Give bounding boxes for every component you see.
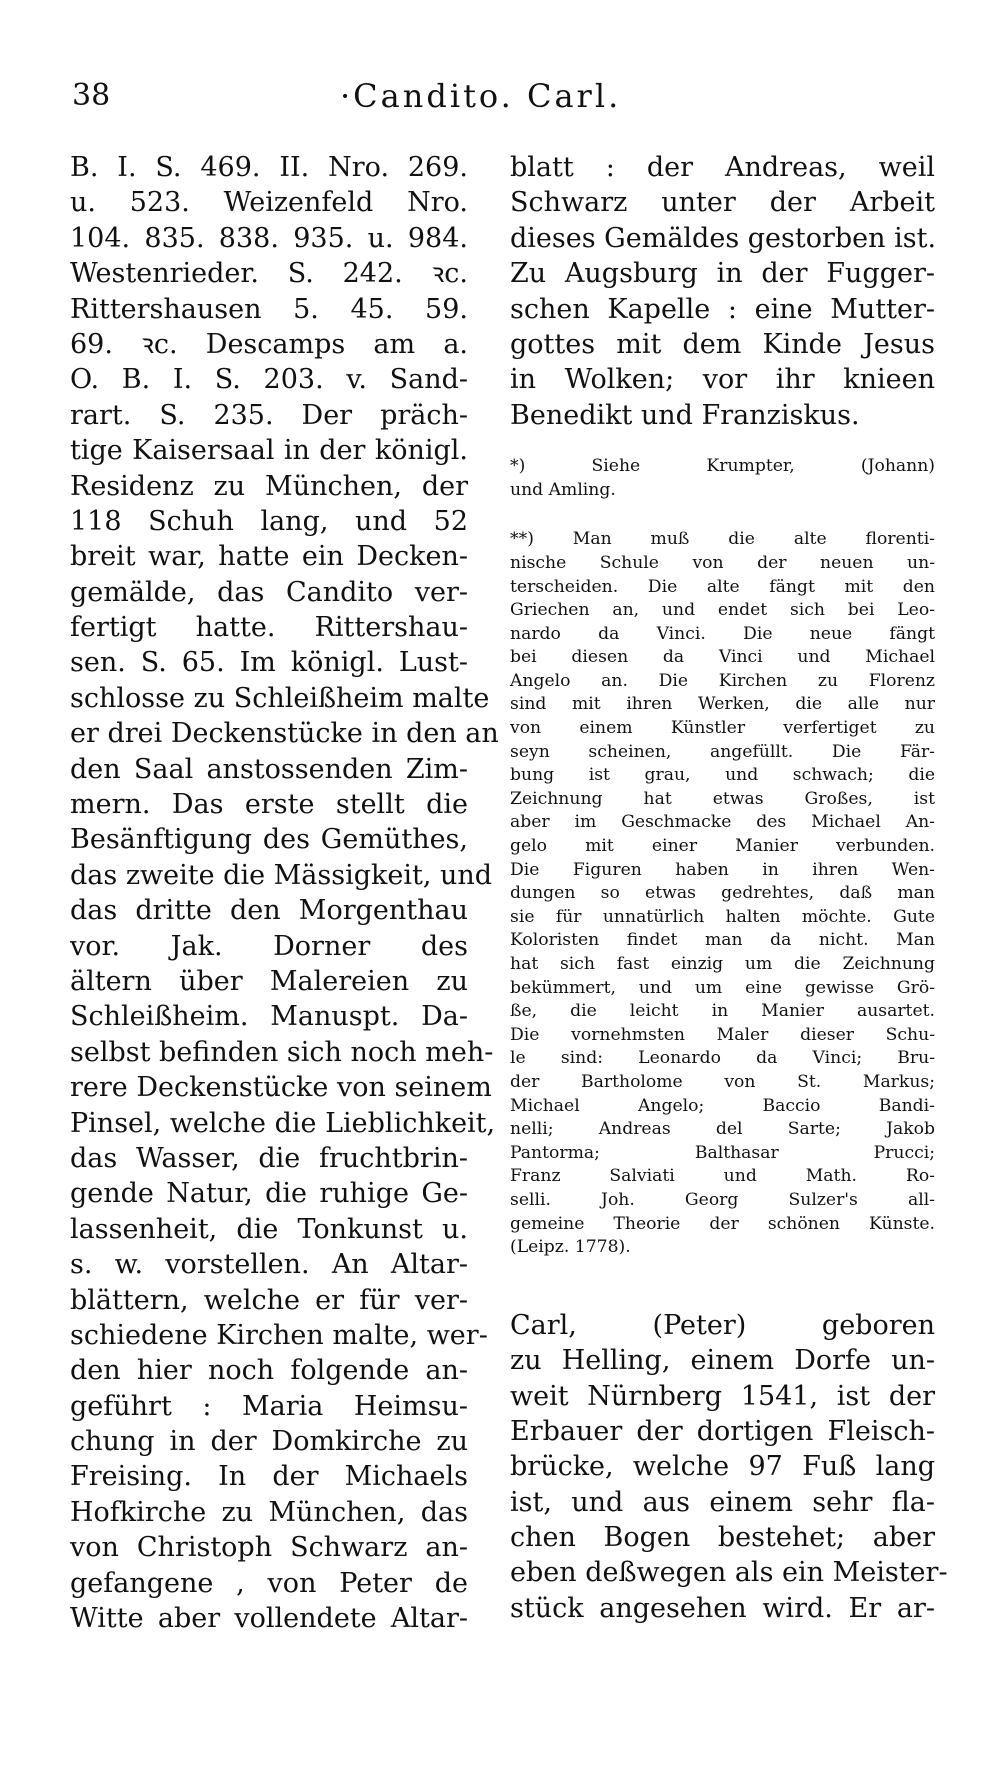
text-line: den hier noch folgende an- <box>70 1355 468 1387</box>
footnote-line: sind mit ihren Werken, die alle nur <box>510 694 935 715</box>
text-line: Schwarz unter der Arbeit <box>510 187 935 219</box>
footnote-line: nische Schule von der neuen un- <box>510 552 935 573</box>
text-line: chung in der Domkirche zu <box>70 1426 468 1458</box>
footnote-line: seyn scheinen, angefüllt. Die Fär- <box>510 741 935 762</box>
text-line: 118 Schuh lang, und 52 <box>70 505 468 537</box>
footnote-line: *) Siehe Krumpter, (Johann) <box>510 456 935 477</box>
footnote-line: **) Man muß die alte florenti- <box>510 529 935 550</box>
text-line: rere Deckenstücke von seinem <box>70 1072 492 1104</box>
footnote-line: der Bartholome von St. Markus; <box>510 1071 935 1092</box>
footnote-line: ße, die leicht in Manier ausartet. <box>510 1001 935 1022</box>
text-line: den Saal anstossenden Zim- <box>70 753 468 785</box>
footnote-florentine-school <box>510 528 935 1259</box>
footnote-line: nardo da Vinci. Die neue fängt <box>510 623 935 644</box>
text-line: blättern, welche er für ver- <box>70 1284 468 1316</box>
text-line: fertigt hatte. Rittershau- <box>70 612 468 644</box>
text-line: lassenheit, die Tonkunst u. <box>70 1213 468 1245</box>
footnote-line: gemeine Theorie der schönen Künste. <box>510 1213 935 1234</box>
text-line: Westenrieder. S. 242. ꝛc. <box>70 258 468 290</box>
text-line: sen. S. 65. Im königl. Lust- <box>70 647 468 679</box>
running-head: ·Candito. Carl. <box>340 77 622 115</box>
text-line: gefangene , von Peter de <box>70 1567 468 1599</box>
footnote-krumpter <box>510 455 935 502</box>
text-line: schlosse zu Schleißheim malte <box>70 682 490 714</box>
text-line: rart. S. 235. Der präch- <box>70 399 468 431</box>
text-line: Carl, (Peter) geboren <box>510 1309 935 1341</box>
text-line: ältern über Malereien zu <box>70 965 468 997</box>
text-line: tige Kaisersaal in der königl. <box>70 435 468 467</box>
footnote-line: Zeichnung hat etwas Großes, ist <box>510 788 935 809</box>
text-line: gemälde, das Candito ver- <box>70 576 468 608</box>
text-line: schiedene Kirchen malte, wer- <box>70 1319 488 1351</box>
footnote-line: Koloristen findet man da nicht. Man <box>510 930 935 951</box>
text-line: brücke, welche 97 Fuß lang <box>510 1451 935 1483</box>
text-line: u. 523. Weizenfeld Nro. <box>70 187 468 219</box>
entry-carl-peter <box>510 1308 948 1627</box>
text-line: das dritte den Morgenthau <box>70 895 468 927</box>
footnote-line: bung ist grau, und schwach; die <box>510 765 935 786</box>
text-line: das zweite die Mässigkeit, und <box>70 859 493 891</box>
text-line: von Christoph Schwarz an- <box>70 1532 468 1564</box>
footnote-line: sie für unnatürlich halten möchte. Gute <box>510 906 935 927</box>
footnote-line: (Leipz. 1778). <box>510 1237 631 1258</box>
footnote-line: le sind: Leonardo da Vinci; Bru- <box>510 1048 935 1069</box>
text-line: geführt : Maria Heimsu- <box>70 1390 468 1422</box>
footnote-line: bekümmert, und um eine gewisse Grö- <box>510 977 935 998</box>
text-line: 104. 835. 838. 935. u. 984. <box>70 222 468 254</box>
footnote-line: terscheiden. Die alte fängt mit den <box>510 576 935 597</box>
footnote-line: gelo mit einer Manier verbunden. <box>510 836 935 857</box>
footnote-line: bei diesen da Vinci und Michael <box>510 647 935 668</box>
footnote-line: Die vornehmsten Maler dieser Schu- <box>510 1024 935 1045</box>
text-line: 69. ꝛc. Descamps am a. <box>70 328 468 360</box>
text-line: Witte aber vollendete Altar- <box>70 1603 468 1635</box>
text-line: Residenz zu München, der <box>70 470 468 502</box>
footnote-line: aber im Geschmacke des Michael An- <box>510 812 935 833</box>
footnote-line: und Amling. <box>510 479 616 500</box>
text-line: chen Bogen bestehet; aber <box>510 1522 935 1554</box>
text-line: Benedikt und Franziskus. <box>510 399 860 431</box>
text-line: vor. Jak. Dorner des <box>70 930 468 962</box>
footnote-line: hat sich fast einzig um die Zeichnung <box>510 954 935 974</box>
text-line: er drei Deckenstücke in den an <box>70 718 499 750</box>
text-line: gende Natur, die ruhige Ge- <box>70 1178 468 1210</box>
text-line: Freising. In der Michaels <box>70 1461 468 1493</box>
text-line: selbst befinden sich noch meh- <box>70 1036 494 1068</box>
text-line: Erbauer der dortigen Fleisch- <box>510 1415 935 1447</box>
left-column <box>70 150 499 1636</box>
footnote-line: Michael Angelo; Baccio Bandi- <box>510 1095 935 1116</box>
text-line: in Wolken; vor ihr knieen <box>510 364 935 396</box>
text-line: weit Nürnberg 1541, ist der <box>510 1380 935 1412</box>
text-line: Schleißheim. Manuspt. Da- <box>70 1001 468 1033</box>
text-line: Besänftigung des Gemüthes, <box>70 824 468 856</box>
text-line: Zu Augsburg in der Fugger- <box>510 258 935 290</box>
footnote-line: von einem Künstler verfertiget zu <box>510 718 935 739</box>
text-line: Hofkirche zu München, das <box>70 1496 468 1528</box>
text-line: s. w. vorstellen. An Altar- <box>70 1249 468 1281</box>
text-line: dieses Gemäldes gestorben ist. <box>510 222 937 254</box>
page-number: 38 <box>72 78 111 113</box>
text-line: Rittershausen 5. 45. 59. <box>70 293 468 325</box>
footnote-line: Franz Salviati und Math. Ro- <box>510 1166 935 1187</box>
text-line: zu Helling, einem Dorfe un- <box>510 1345 935 1377</box>
text-line: mern. Das erste stellt die <box>70 789 468 821</box>
text-line: breit war, hatte ein Decken- <box>70 541 468 573</box>
text-line: das Wasser, die fruchtbrin- <box>70 1142 468 1174</box>
footnote-line: nelli; Andreas del Sarte; Jakob <box>510 1119 935 1140</box>
text-line: B. I. S. 469. II. Nro. 269. <box>70 152 468 183</box>
footnote-line: selli. Joh. Georg Sulzer's all- <box>510 1189 935 1210</box>
footnote-line: Angelo an. Die Kirchen zu Florenz <box>510 670 935 691</box>
text-line: stück angesehen wird. Er ar- <box>510 1592 935 1624</box>
main-text-continuation <box>510 150 935 433</box>
text-line: schen Kapelle : eine Mutter- <box>510 293 935 325</box>
footnote-line: Griechen an, und endet sich bei Leo- <box>510 600 935 621</box>
footnote-line: Pantorma; Balthasar Prucci; <box>510 1142 935 1163</box>
text-line: eben deßwegen als ein Meister- <box>510 1557 948 1589</box>
text-line: blatt : der Andreas, weil <box>510 152 935 183</box>
text-line: O. B. I. S. 203. v. Sand- <box>70 364 468 396</box>
footnote-line: dungen so etwas gedrehtes, daß man <box>510 883 935 904</box>
right-column <box>510 150 948 1626</box>
text-line: gottes mit dem Kinde Jesus <box>510 328 935 360</box>
text-line: Pinsel, welche die Lieblichkeit, <box>70 1107 496 1139</box>
text-line: ist, und aus einem sehr fla- <box>510 1486 935 1518</box>
footnote-line: Die Figuren haben in ihren Wen- <box>510 859 935 880</box>
